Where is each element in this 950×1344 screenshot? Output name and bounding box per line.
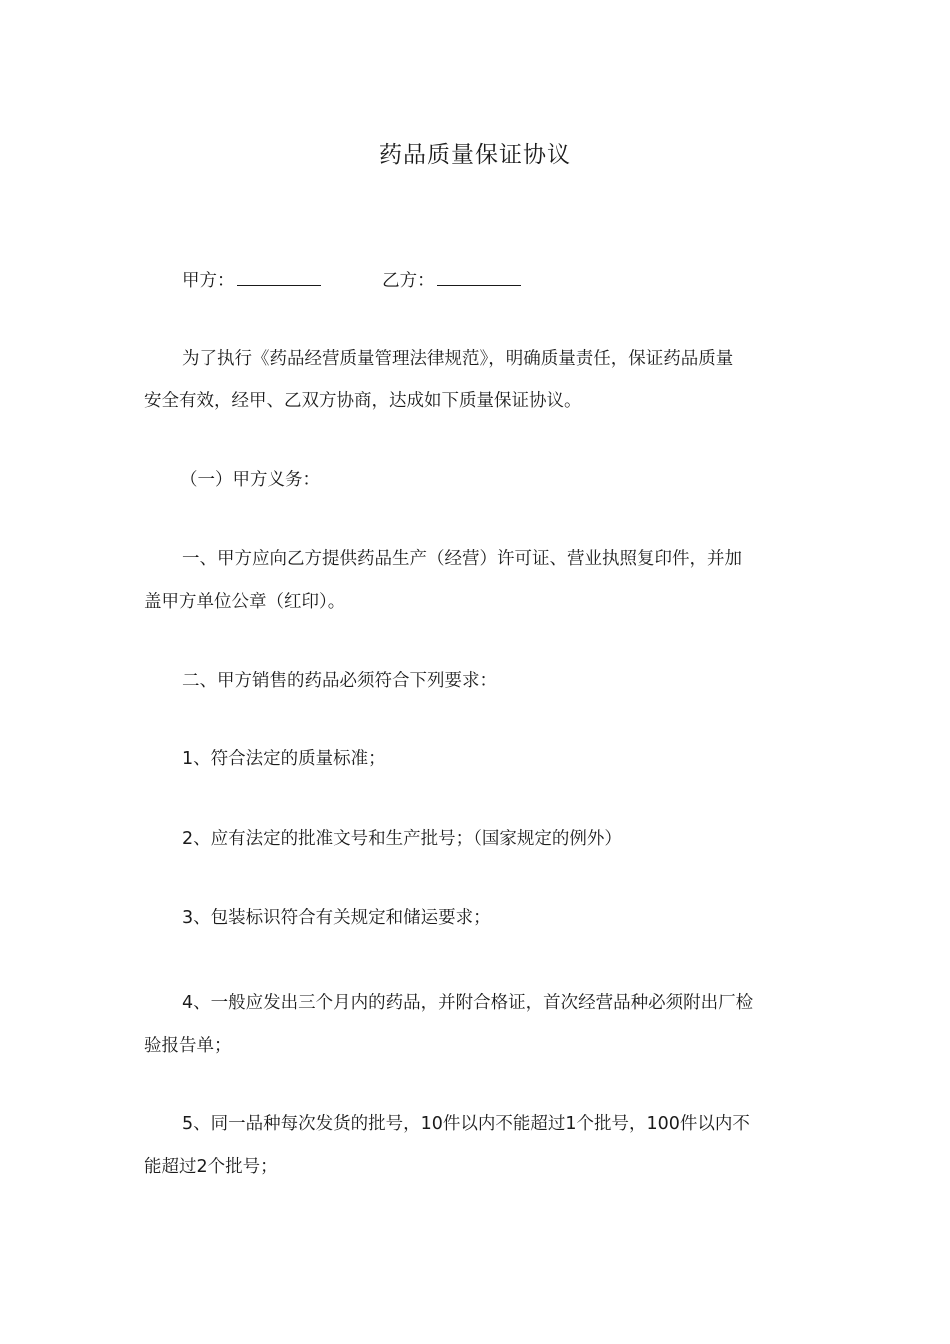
party-a-blank [237, 267, 321, 286]
requirement-2: 2、应有法定的批准文号和生产批号；（国家规定的例外） [182, 829, 622, 849]
requirement-5-line-2: 能超过2个批号； [144, 1157, 278, 1177]
party-b-blank [437, 267, 521, 286]
item1-line-2: 盖甲方单位公章（红印）。 [144, 592, 346, 612]
requirement-1: 1、符合法定的质量标准； [182, 749, 386, 769]
requirement-4-line-2: 验报告单； [144, 1036, 232, 1056]
requirement-3: 3、包装标识符合有关规定和储运要求； [182, 908, 491, 928]
intro-line-2: 安全有效，经甲、乙双方协商，达成如下质量保证协议。 [144, 391, 582, 411]
document-title: 药品质量保证协议 [379, 142, 571, 168]
requirement-4-line-1: 4、一般应发出三个月内的药品，并附合格证，首次经营品种必须附出厂检 [182, 993, 754, 1013]
party-a-label: 甲方： [182, 271, 235, 291]
item1-line-1: 一、甲方应向乙方提供药品生产（经营）许可证、营业执照复印件，并加 [182, 549, 742, 569]
party-b-label: 乙方： [382, 271, 435, 291]
intro-line-1: 为了执行《药品经营质量管理法律规范》，明确质量责任，保证药品质量 [182, 349, 734, 369]
requirement-5-line-1: 5、同一品种每次发货的批号，10件以内不能超过1个批号，100件以内不 [182, 1114, 750, 1134]
item2-line: 二、甲方销售的药品必须符合下列要求： [182, 671, 497, 691]
party-row [182, 267, 521, 293]
section1-heading: （一）甲方义务： [180, 470, 320, 490]
